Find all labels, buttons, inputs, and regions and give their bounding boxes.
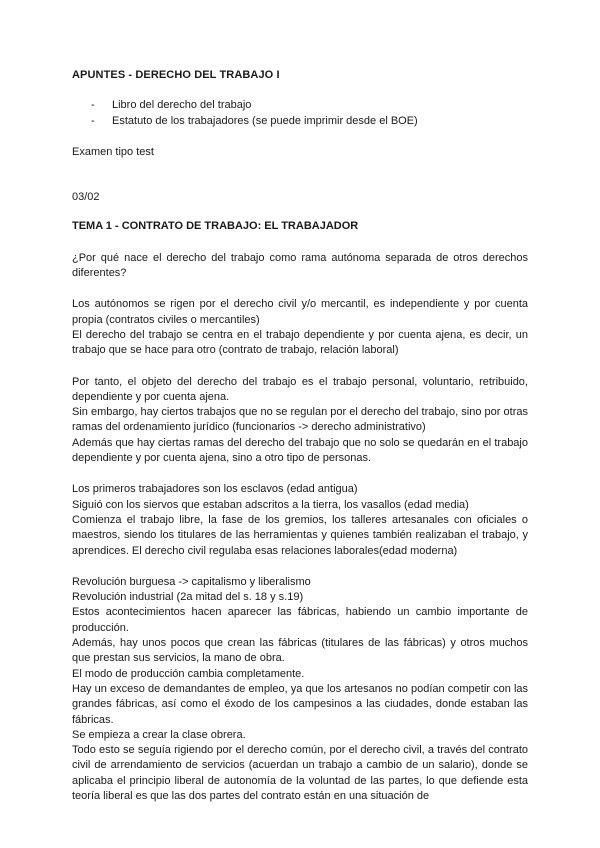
book-item: [91, 98, 528, 113]
paragraph-line: Estos acontecimientos hacen aparecer las fábricas, habiendo un cambio importante de producción.: [72, 606, 528, 634]
paragraph-line: Revolución industrial (2a mitad del s. 18 y s.19): [72, 591, 304, 604]
paragraph-line: Sin embargo, hay ciertos trabajos que no se regulan por el derecho del trabajo, sino por otras ramas del ordenamiento jurídico (funcionarios -> derecho administrativo): [72, 406, 528, 434]
book-list: [72, 98, 528, 129]
paragraph-line: Todo esto se seguía rigiendo por el derecho común, por el derecho civil, a través del contrato civil de arrendamiento de servicios (acuerdan un trabajo a cambio de un salario), donde se aplicaba el principio liberal de autonomía de la voluntad de las partes, lo que defiende esta teoría liberal es que las dos partes del contrato están en una situación de: [72, 744, 528, 802]
bullet-dash: -: [91, 99, 95, 112]
paragraph-line: El modo de producción cambia completamente.: [72, 667, 305, 680]
paragraph-line: Comienza el trabajo libre, la fase de los gremios, los talleres artesanales con oficiales o maestros, siendo los titulares de las herramientas y quienes también realizaban el trabajo, y aprendices. El derecho civil regulaba esas relaciones laborales(edad moderna): [72, 513, 528, 557]
paragraph-line: Además que hay ciertas ramas del derecho del trabajo que no solo se quedarán en el trabajo dependiente y por cuenta ajena, sino a otro tipo de personas.: [72, 436, 528, 465]
paragraph-line: Se empieza a crear la clase obrera.: [72, 728, 246, 741]
bullet-dash: -: [91, 114, 95, 127]
exam-note: Examen tipo test: [72, 145, 154, 158]
book-item: [91, 114, 528, 129]
paragraph-line: Hay un exceso de demandantes de empleo, ya que los artesanos no podían competir con las grandes fábricas, así como el éxodo de los campesinos a las ciudades, donde estaban las fábricas.: [72, 682, 528, 726]
document-title: APUNTES - DERECHO DEL TRABAJO I: [72, 69, 280, 81]
paragraph-line: Los autónomos se rigen por el derecho civil y/o mercantil, es independiente y por cuenta propia (contratos civiles o mercantiles): [72, 298, 528, 326]
document-page: [72, 68, 528, 804]
book-item-label: Estatuto de los trabajadores (se puede imprimir desde el BOE): [112, 114, 418, 127]
book-item-label: Libro del derecho del trabajo: [112, 99, 252, 112]
lecture-date: 03/02: [72, 191, 100, 204]
section-heading: TEMA 1 - CONTRATO DE TRABAJO: EL TRABAJADOR: [72, 220, 359, 233]
paragraph-line: Además, hay unos pocos que crean las fábricas (titulares de las fábricas) y otros muchos que prestan sus servicios, la mano de obra.: [72, 637, 528, 665]
paragraph-line: Por tanto, el objeto del derecho del trabajo es el trabajo personal, voluntario, retribuido, dependiente y por cuenta ajena.: [72, 375, 528, 403]
question-paragraph: ¿Por qué nace el derecho del trabajo como rama autónoma separada de otros derechos diferentes?: [72, 251, 528, 280]
paragraph-line: Siguió con los siervos que estaban adscritos a la tierra, los vasallos (edad media): [72, 498, 469, 511]
paragraph-line: El derecho del trabajo se centra en el trabajo dependiente y por cuenta ajena, es decir, un trabajo que se hace para otro (contrato de trabajo, relación laboral): [72, 328, 528, 357]
paragraph-line: Los primeros trabajadores son los esclavos (edad antigua): [72, 483, 358, 496]
paragraph-line: Revolución burguesa -> capitalismo y liberalismo: [72, 575, 311, 588]
